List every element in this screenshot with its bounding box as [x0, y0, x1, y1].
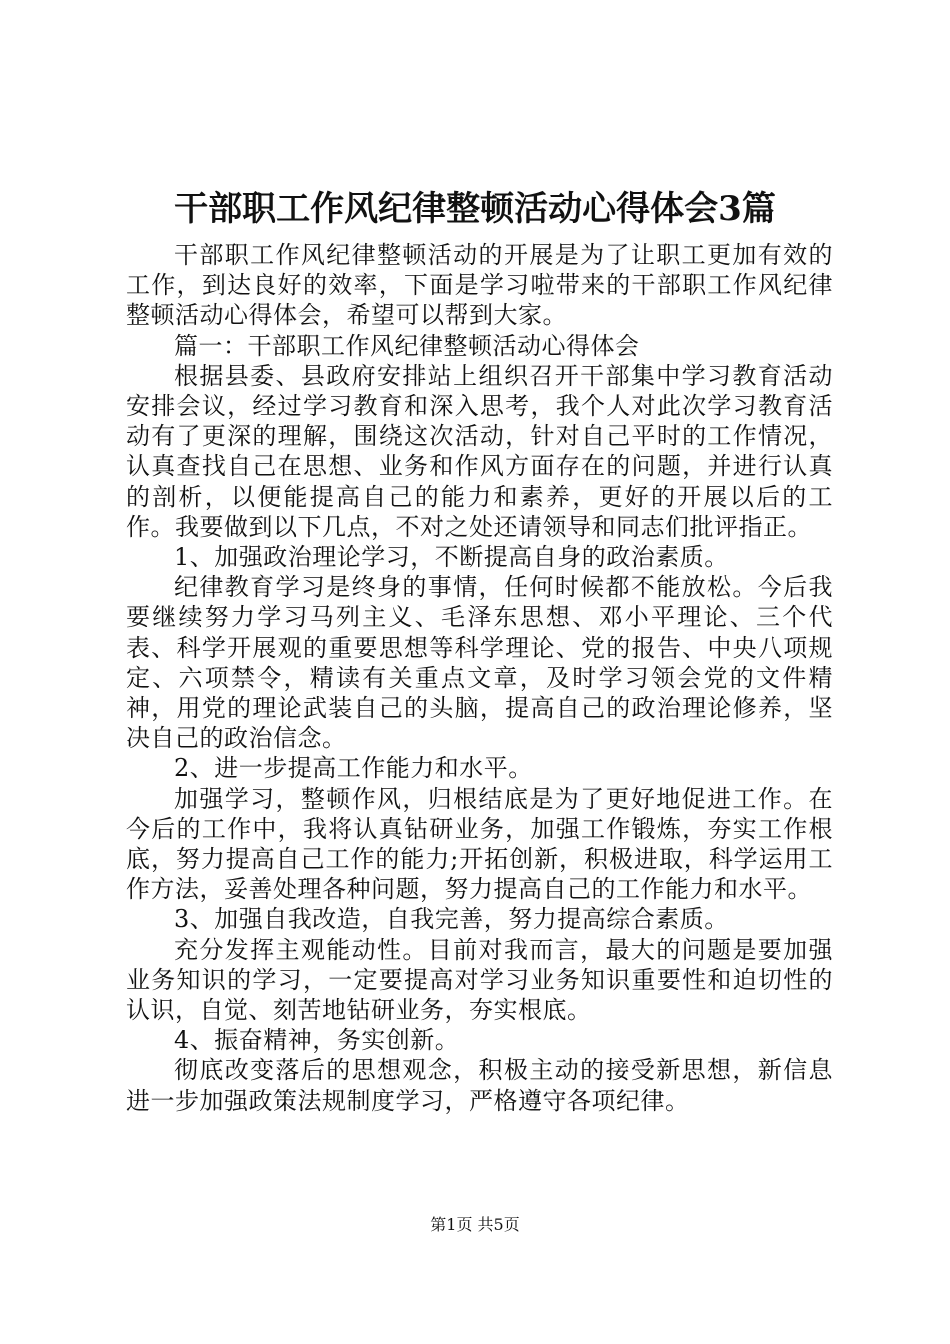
page-footer: 第1页 共5页: [430, 1215, 520, 1234]
intro-paragraph: 干部职工作风纪律整顿活动的开展是为了让职工更加有效的工作，到达良好的效率，下面是学习啦带来的干部职工作风纪律整顿活动心得体会，希望可以帮到大家。: [126, 241, 833, 330]
point-heading: 1、加强政治理论学习，不断提高自身的政治素质。: [174, 543, 729, 572]
document-body: [126, 240, 833, 1116]
body-paragraph: 充分发挥主观能动性。目前对我而言，最大的问题是要加强业务知识的学习，一定要提高对学习业务知识重要性和迫切性的认识，自觉、刻苦地钻研业务，夯实根底。: [126, 935, 833, 1025]
point-heading: 4、振奋精神，务实创新。: [174, 1026, 460, 1055]
document-title: 干部职工作风纪律整顿活动心得体会3篇: [174, 189, 776, 229]
body-paragraph: 根据县委、县政府安排站上组织召开干部集中学习教育活动安排会议，经过学习教育和深入思考，我个人对此次学习教育活动有了更深的理解，围绕这次活动，针对自己平时的工作情况，认真查找自己在思想、业务和作风方面存在的问题，并进行认真的剖析，以便能提高自己的能力和素养，更好的开展以后的工作。我要做到以下几点，不对之处还请领导和同志们批评指正。: [126, 361, 833, 541]
body-paragraph: 彻底改变落后的思想观念，积极主动的接受新思想，新信息进一步加强政策法规制度学习，严格遵守各项纪律。: [126, 1056, 833, 1115]
point-heading: 3、加强自我改造，自我完善，努力提高综合素质。: [174, 905, 729, 934]
body-paragraph: 加强学习，整顿作风，归根结底是为了更好地促进工作。在今后的工作中，我将认真钻研业务，加强工作锻炼，夯实工作根底，努力提高自己工作的能力;开拓创新，积极进取，科学运用工作方法，妥善处理各种问题，努力提高自己的工作能力和水平。: [126, 784, 833, 904]
point-heading: 2、进一步提高工作能力和水平。: [174, 754, 533, 783]
body-paragraph: 纪律教育学习是终身的事情，任何时候都不能放松。今后我要继续努力学习马列主义、毛泽东思想、邓小平理论、三个代表、科学开展观的重要思想等科学理论、党的报告、中央八项规定、六项禁令，精读有关重点文章，及时学习领会党的文件精神，用党的理论武装自己的头脑，提高自己的政治理论修养，坚决自己的政治信念。: [126, 573, 833, 753]
section-heading: 篇一：干部职工作风纪律整顿活动心得体会: [174, 331, 640, 360]
